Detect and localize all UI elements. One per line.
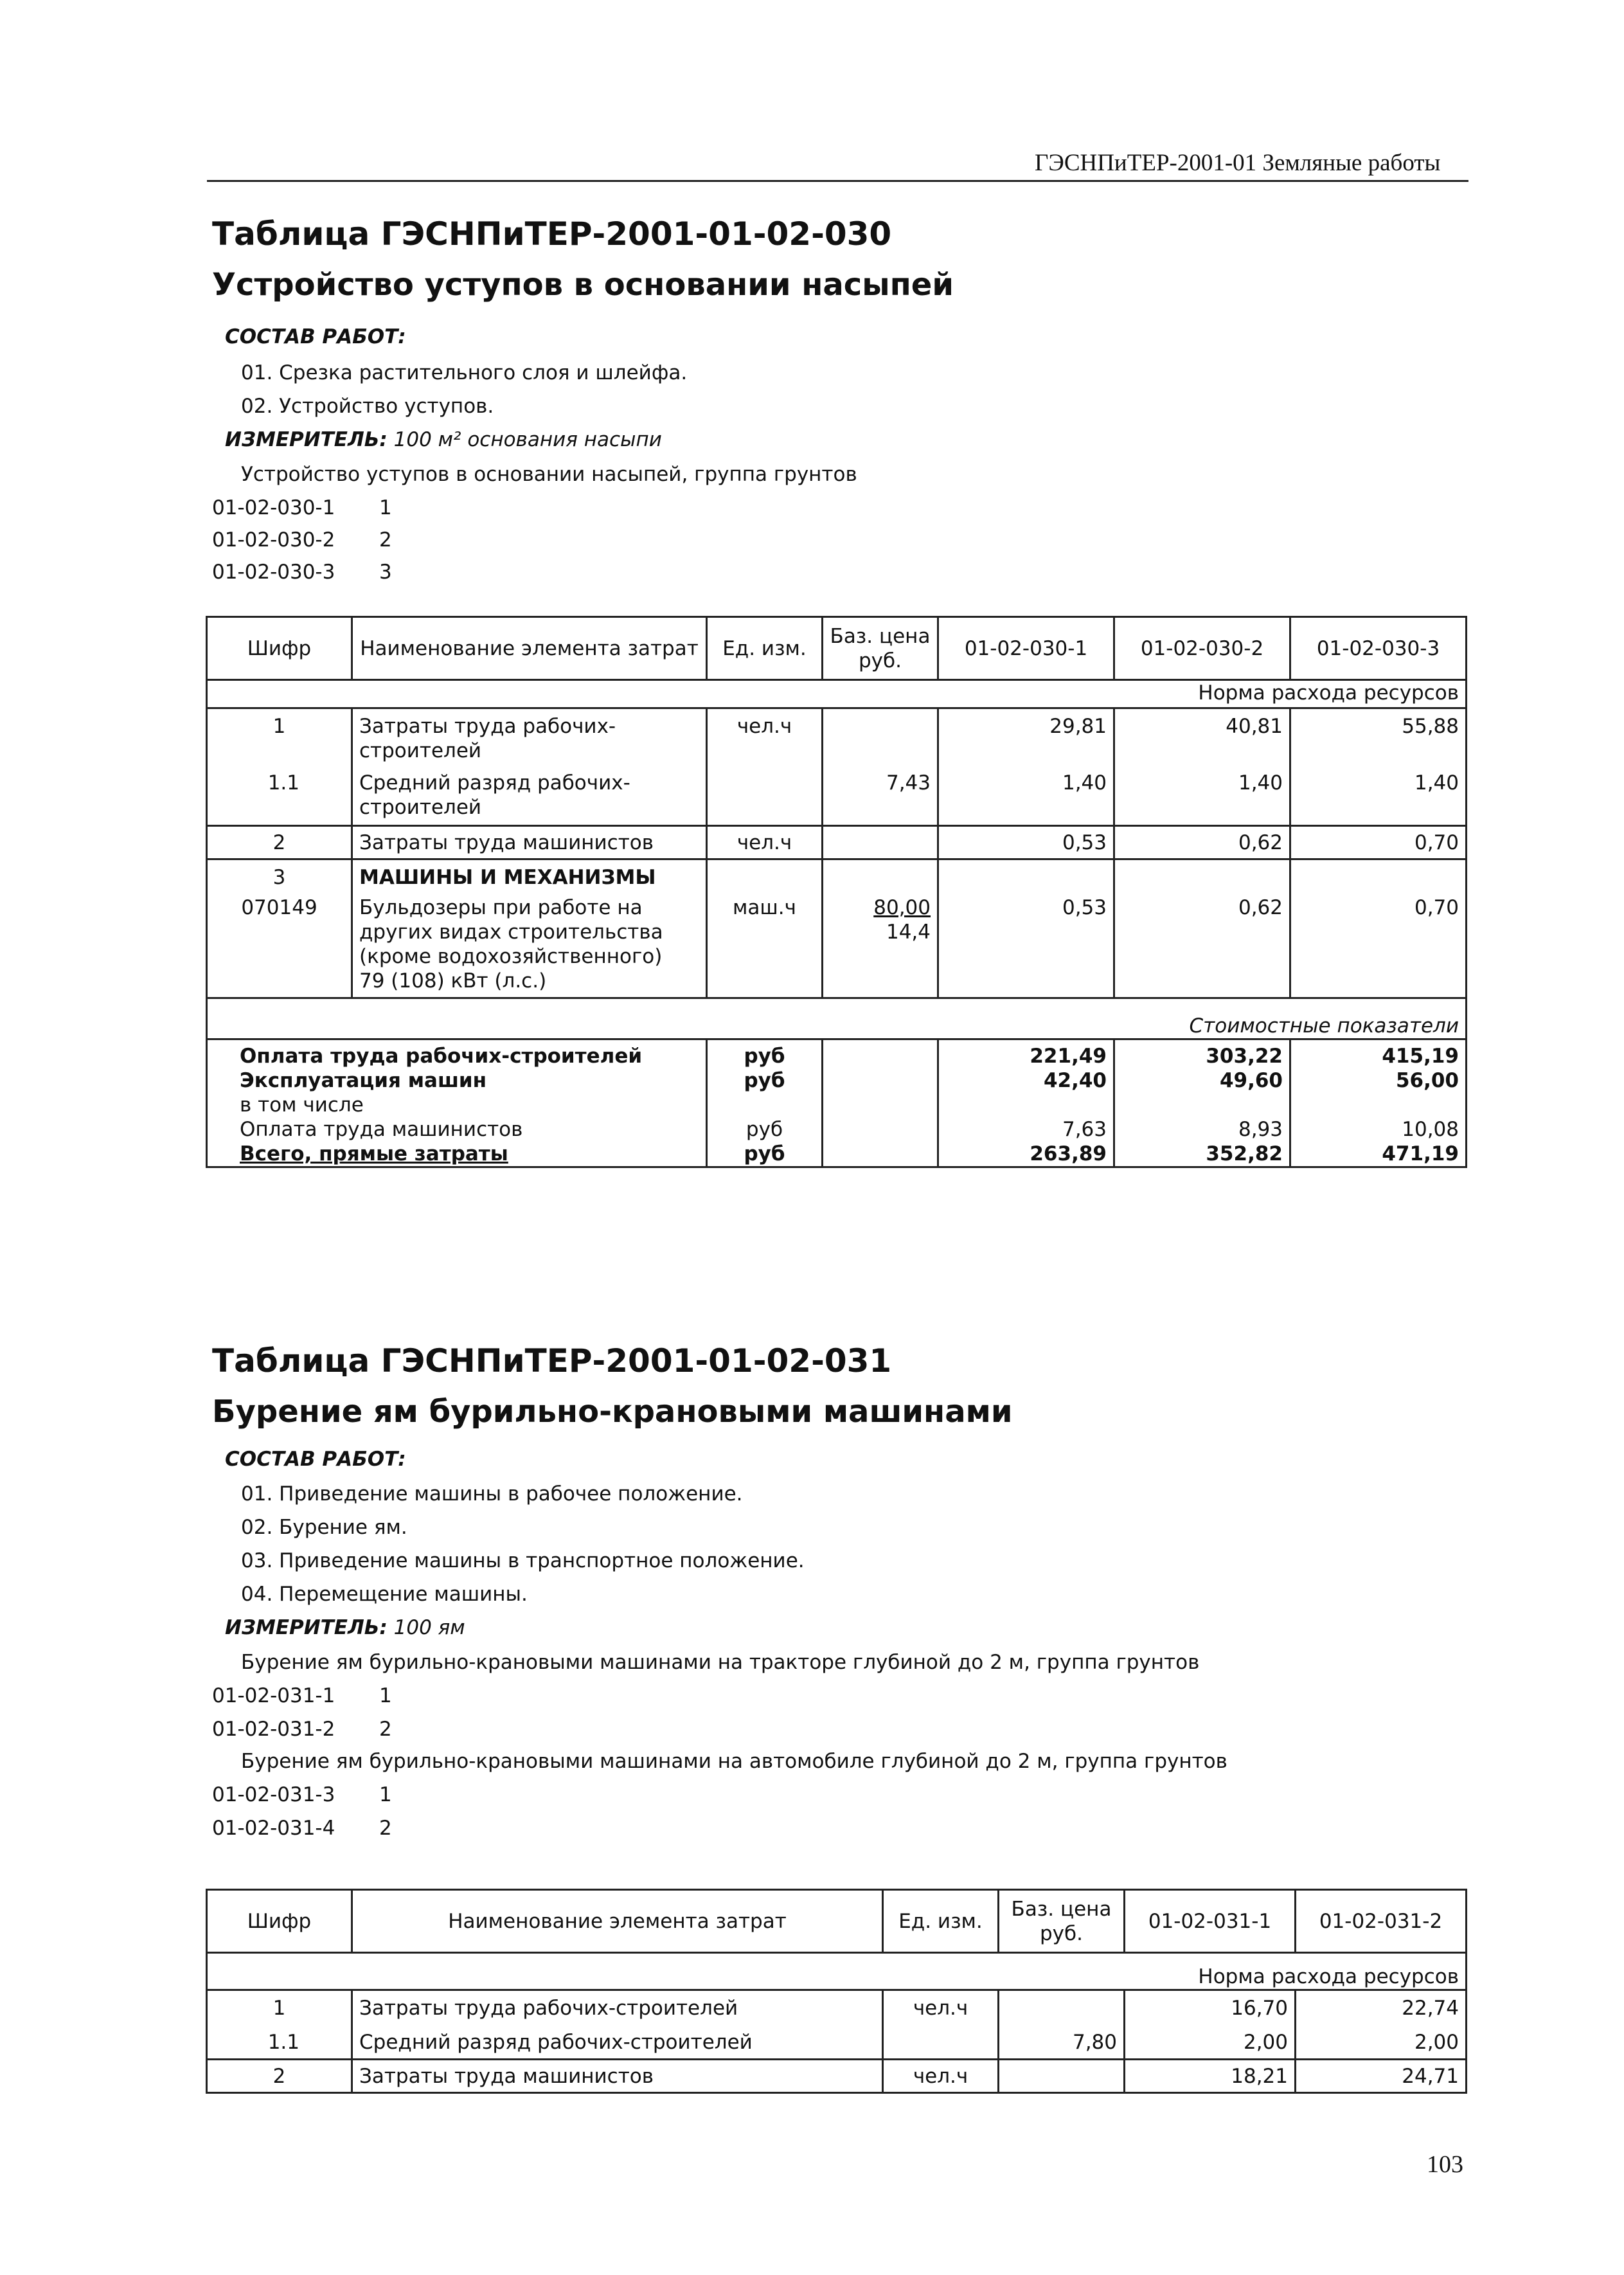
table-header-row: [207, 1890, 1467, 1953]
code-item: 01-02-030-1: [212, 496, 335, 519]
work-item: 03. Приведение машины в транспортное положение.: [241, 1549, 805, 1572]
col-header-price: Баз. цена руб.: [999, 1890, 1125, 1953]
norm-label-row: [207, 1953, 1467, 1990]
table-row: 3 МАШИНЫ И МЕХАНИЗМЫ: [207, 859, 1467, 893]
col-header-code1: 01-02-031-1: [1125, 1890, 1296, 1953]
cost-row: Оплата труда рабочих-строителей руб 221,49 303,22 415,19: [207, 1039, 1467, 1068]
code-item: 01-02-031-3: [212, 1783, 335, 1806]
table-row: 2 Затраты труда машинистов чел.ч 18,21 24,71: [207, 2060, 1467, 2093]
table-header-row: [207, 617, 1467, 680]
description: Бурение ям бурильно-крановыми машинами на автомобиле глубиной до 2 м, группа грунтов: [241, 1750, 1227, 1773]
description: Бурение ям бурильно-крановыми машинами на тракторе глубиной до 2 м, группа грунтов: [241, 1651, 1200, 1674]
cost-label-row: [207, 998, 1467, 1039]
meter-line: [225, 1616, 465, 1639]
code-group-num: 2: [379, 1718, 392, 1741]
col-header-name: Наименование элемента затрат: [352, 617, 707, 680]
meter-label: ИЗМЕРИТЕЛЬ:: [225, 1616, 388, 1639]
col-header-unit: Ед. изм.: [883, 1890, 999, 1953]
meter-value: 100 м² основания насыпи: [393, 428, 662, 451]
col-header-price: Баз. цена руб.: [823, 617, 938, 680]
table-row: 1.1 Средний разряд рабочих-строителей 7,80 2,00 2,00: [207, 2024, 1467, 2060]
col-header-code2: 01-02-030-2: [1114, 617, 1290, 680]
table-title-031: Таблица ГЭСНПиТЕР-2001-01-02-031: [212, 1342, 892, 1380]
col-header-code2: 01-02-031-2: [1296, 1890, 1467, 1953]
code-item: 01-02-030-3: [212, 561, 335, 584]
table-row: 2 Затраты труда машинистов чел.ч 0,53 0,62 0,70: [207, 826, 1467, 859]
table-row: 1 Затраты труда рабочих- строителей чел.ч 29,81 40,81 55,88: [207, 708, 1467, 764]
table-row: 070149 Бульдозеры при работе на других видах строительства (кроме водохозяйственного) 79 (108) кВт (л.с.) маш.ч 80,00 14,4 0,53 0,62 0,70: [207, 893, 1467, 998]
running-header: ГЭСНПиТЕР-2001-01 Земляные работы: [1035, 150, 1441, 176]
table-subtitle-030: Устройство уступов в основании насыпей: [212, 267, 954, 303]
code-item: 01-02-031-2: [212, 1718, 335, 1741]
cost-row: Эксплуатация машин руб 42,40 49,60 56,00: [207, 1068, 1467, 1093]
header-rule: [207, 180, 1468, 182]
code-group-num: 1: [379, 1783, 392, 1806]
norm-label: Норма расхода ресурсов: [207, 680, 1467, 708]
cost-label: Стоимостные показатели: [207, 998, 1467, 1039]
col-header-cipher: Шифр: [207, 1890, 352, 1953]
table-title-030: Таблица ГЭСНПиТЕР-2001-01-02-030: [212, 215, 892, 253]
code-group-num: 2: [379, 528, 392, 552]
work-item: 01. Срезка растительного слоя и шлейфа.: [241, 361, 688, 384]
col-header-code3: 01-02-030-3: [1290, 617, 1467, 680]
meter-label: ИЗМЕРИТЕЛЬ:: [225, 428, 388, 451]
col-header-name: Наименование элемента затрат: [352, 1890, 883, 1953]
col-header-unit: Ед. изм.: [707, 617, 823, 680]
code-item: 01-02-031-1: [212, 1684, 335, 1707]
works-label: СОСТАВ РАБОТ:: [225, 1448, 406, 1471]
table-subtitle-031: Бурение ям бурильно-крановыми машинами: [212, 1394, 1013, 1430]
norm-table-030: [206, 616, 1467, 1168]
cost-row: Оплата труда машинистов руб 7,63 8,93 10,08: [207, 1117, 1467, 1142]
works-label: СОСТАВ РАБОТ:: [225, 325, 406, 348]
code-group-num: 2: [379, 1817, 392, 1840]
description: Устройство уступов в основании насыпей, группа грунтов: [241, 463, 857, 486]
code-group-num: 3: [379, 561, 392, 584]
col-header-cipher: Шифр: [207, 617, 352, 680]
code-group-num: 1: [379, 496, 392, 519]
norm-label: Норма расхода ресурсов: [207, 1953, 1467, 1990]
norm-table-031: [206, 1889, 1467, 2094]
code-item: 01-02-030-2: [212, 528, 335, 552]
work-item: 02. Бурение ям.: [241, 1516, 407, 1539]
table-row: 1 Затраты труда рабочих-строителей чел.ч 16,70 22,74: [207, 1990, 1467, 2024]
table-row: 1.1 Средний разряд рабочих- строителей 7,43 1,40 1,40 1,40: [207, 763, 1467, 826]
col-header-code1: 01-02-030-1: [938, 617, 1114, 680]
work-item: 02. Устройство уступов.: [241, 395, 494, 418]
page-number: 103: [1427, 2151, 1463, 2178]
meter-line: [225, 428, 662, 451]
code-group-num: 1: [379, 1684, 392, 1707]
work-item: 04. Перемещение машины.: [241, 1583, 528, 1606]
cost-row: Всего, прямые затраты руб 263,89 352,82 471,19: [207, 1142, 1467, 1167]
cost-row: в том числе: [207, 1093, 1467, 1117]
work-item: 01. Приведение машины в рабочее положение.: [241, 1482, 743, 1506]
meter-value: 100 ям: [393, 1616, 465, 1639]
code-item: 01-02-031-4: [212, 1817, 335, 1840]
norm-label-row: [207, 680, 1467, 708]
